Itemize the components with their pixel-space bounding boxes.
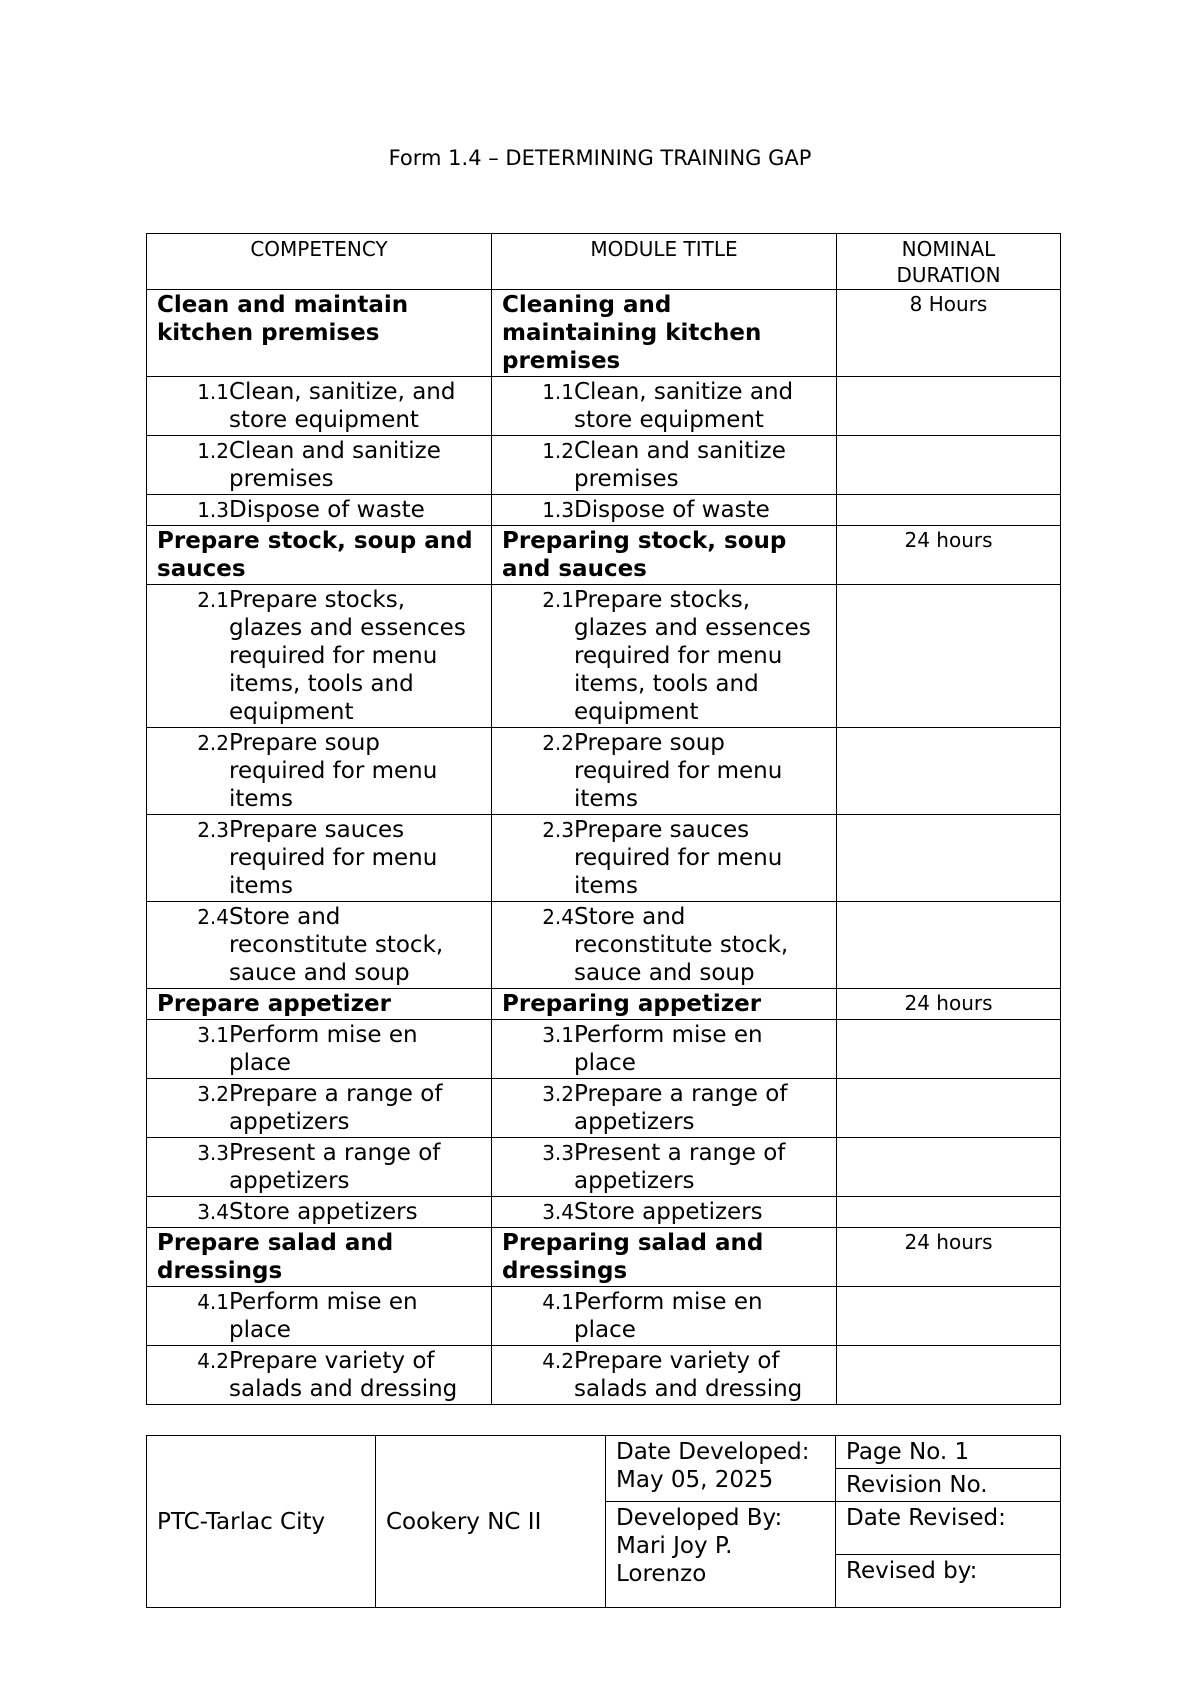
sub-item-row <box>147 1197 1061 1228</box>
sub-competency-cell <box>147 1287 492 1346</box>
sub-competency-cell <box>147 1197 492 1228</box>
footer-date-revised: Date Revised: <box>836 1502 1061 1555</box>
sub-competency-cell <box>147 728 492 815</box>
item-number: 4.2 <box>197 1349 229 1373</box>
empty-duration-cell <box>837 1197 1061 1228</box>
item-number: 3.4 <box>542 1200 574 1224</box>
item-number: 2.3 <box>542 818 574 842</box>
sub-module-cell <box>492 902 837 989</box>
sub-module-text: Clean, sanitize and store equipment <box>574 379 794 433</box>
sub-module-cell <box>492 1287 837 1346</box>
footer-developed-by: Developed By: Mari Joy P. Lorenzo <box>606 1502 836 1608</box>
sub-competency-text: Clean and sanitize premises <box>229 438 441 492</box>
nominal-duration: 8 Hours <box>837 290 1061 377</box>
item-number: 2.4 <box>542 905 574 929</box>
item-number: 2.2 <box>197 731 229 755</box>
sub-module-cell <box>492 495 837 526</box>
empty-duration-cell <box>837 585 1061 728</box>
sub-competency-cell <box>147 1138 492 1197</box>
module-title: Preparing salad and dressings <box>492 1228 837 1287</box>
empty-duration-cell <box>837 1020 1061 1079</box>
item-number: 2.2 <box>542 731 574 755</box>
table-body <box>147 290 1061 1405</box>
header-competency: COMPETENCY <box>147 234 492 290</box>
competency-row <box>147 526 1061 585</box>
footer-revision-no: Revision No. <box>836 1469 1061 1502</box>
item-number: 3.3 <box>197 1141 229 1165</box>
sub-module-text: Clean and sanitize premises <box>574 438 786 492</box>
sub-item-row <box>147 902 1061 989</box>
table-header-row <box>147 234 1061 290</box>
item-number: 1.1 <box>542 380 574 404</box>
item-number: 3.4 <box>197 1200 229 1224</box>
footer-date-developed: Date Developed: May 05, 2025 <box>606 1436 836 1502</box>
sub-competency-text: Dispose of waste <box>229 497 425 523</box>
sub-item-row <box>147 728 1061 815</box>
sub-module-text: Dispose of waste <box>574 497 770 523</box>
form-title: Form 1.4 – DETERMINING TRAINING GAP <box>388 146 812 170</box>
sub-competency-cell <box>147 377 492 436</box>
sub-module-cell <box>492 1138 837 1197</box>
competency-title: Clean and maintain kitchen premises <box>147 290 492 377</box>
sub-module-cell <box>492 728 837 815</box>
document-footer <box>146 1435 1061 1608</box>
training-gap-table <box>146 233 1061 1405</box>
footer-institution: PTC-Tarlac City <box>147 1436 376 1608</box>
empty-duration-cell <box>837 495 1061 526</box>
competency-row <box>147 1228 1061 1287</box>
sub-competency-text: Prepare a range of appetizers <box>229 1081 443 1135</box>
item-number: 4.1 <box>197 1290 229 1314</box>
nominal-duration: 24 hours <box>837 1228 1061 1287</box>
item-number: 3.1 <box>542 1023 574 1047</box>
sub-competency-cell <box>147 585 492 728</box>
sub-competency-cell <box>147 436 492 495</box>
sub-module-cell <box>492 1079 837 1138</box>
sub-item-row <box>147 1346 1061 1405</box>
sub-module-cell <box>492 1020 837 1079</box>
sub-module-cell <box>492 1197 837 1228</box>
empty-duration-cell <box>837 902 1061 989</box>
sub-module-cell <box>492 377 837 436</box>
item-number: 4.2 <box>542 1349 574 1373</box>
sub-competency-text: Prepare stocks, glazes and essences required for menu items, tools and equipment <box>229 587 466 725</box>
header-nominal-duration: NOMINAL DURATION <box>837 234 1061 290</box>
sub-item-row <box>147 1020 1061 1079</box>
item-number: 2.1 <box>197 588 229 612</box>
empty-duration-cell <box>837 377 1061 436</box>
sub-item-row <box>147 377 1061 436</box>
sub-module-text: Prepare stocks, glazes and essences required for menu items, tools and equipment <box>574 587 811 725</box>
empty-duration-cell <box>837 1138 1061 1197</box>
item-number: 2.4 <box>197 905 229 929</box>
sub-competency-cell <box>147 1079 492 1138</box>
sub-competency-text: Prepare sauces required for menu items <box>229 817 438 899</box>
footer-revised-by: Revised by: <box>836 1555 1061 1608</box>
sub-module-text: Prepare sauces required for menu items <box>574 817 783 899</box>
sub-competency-text: Store and reconstitute stock, sauce and soup <box>229 904 444 986</box>
sub-item-row <box>147 815 1061 902</box>
sub-competency-text: Store appetizers <box>229 1199 418 1225</box>
sub-competency-text: Prepare variety of salads and dressing <box>229 1348 458 1402</box>
empty-duration-cell <box>837 815 1061 902</box>
sub-module-cell <box>492 815 837 902</box>
sub-module-text: Store and reconstitute stock, sauce and soup <box>574 904 789 986</box>
sub-item-row <box>147 1079 1061 1138</box>
item-number: 1.3 <box>197 498 229 522</box>
sub-module-text: Present a range of appetizers <box>574 1140 786 1194</box>
sub-item-row <box>147 436 1061 495</box>
sub-competency-text: Prepare soup required for menu items <box>229 730 438 812</box>
item-number: 2.1 <box>542 588 574 612</box>
item-number: 1.2 <box>197 439 229 463</box>
item-number: 4.1 <box>542 1290 574 1314</box>
sub-module-text: Perform mise en place <box>574 1289 763 1343</box>
sub-module-cell <box>492 1346 837 1405</box>
sub-competency-cell <box>147 495 492 526</box>
footer-qualification: Cookery NC II <box>376 1436 606 1608</box>
empty-duration-cell <box>837 1346 1061 1405</box>
sub-module-cell <box>492 436 837 495</box>
nominal-duration: 24 hours <box>837 989 1061 1020</box>
item-number: 1.3 <box>542 498 574 522</box>
item-number: 2.3 <box>197 818 229 842</box>
sub-module-cell <box>492 585 837 728</box>
empty-duration-cell <box>837 728 1061 815</box>
sub-competency-cell <box>147 815 492 902</box>
sub-module-text: Prepare a range of appetizers <box>574 1081 788 1135</box>
item-number: 3.2 <box>197 1082 229 1106</box>
module-title: Preparing stock, soup and sauces <box>492 526 837 585</box>
sub-module-text: Prepare variety of salads and dressing <box>574 1348 803 1402</box>
sub-competency-cell <box>147 902 492 989</box>
sub-competency-cell <box>147 1020 492 1079</box>
competency-row <box>147 989 1061 1020</box>
module-title: Cleaning and maintaining kitchen premises <box>492 290 837 377</box>
empty-duration-cell <box>837 436 1061 495</box>
competency-title: Prepare appetizer <box>147 989 492 1020</box>
sub-module-text: Perform mise en place <box>574 1022 763 1076</box>
empty-duration-cell <box>837 1287 1061 1346</box>
sub-competency-text: Clean, sanitize, and store equipment <box>229 379 456 433</box>
item-number: 1.1 <box>197 380 229 404</box>
competency-title: Prepare stock, soup and sauces <box>147 526 492 585</box>
sub-competency-text: Perform mise en place <box>229 1289 418 1343</box>
item-number: 1.2 <box>542 439 574 463</box>
sub-item-row <box>147 495 1061 526</box>
sub-module-text: Prepare soup required for menu items <box>574 730 783 812</box>
item-number: 3.2 <box>542 1082 574 1106</box>
sub-module-text: Store appetizers <box>574 1199 763 1225</box>
sub-item-row <box>147 1138 1061 1197</box>
sub-item-row <box>147 1287 1061 1346</box>
sub-competency-cell <box>147 1346 492 1405</box>
module-title: Preparing appetizer <box>492 989 837 1020</box>
item-number: 3.1 <box>197 1023 229 1047</box>
sub-item-row <box>147 585 1061 728</box>
sub-competency-text: Present a range of appetizers <box>229 1140 441 1194</box>
nominal-duration: 24 hours <box>837 526 1061 585</box>
competency-title: Prepare salad and dressings <box>147 1228 492 1287</box>
empty-duration-cell <box>837 1079 1061 1138</box>
sub-competency-text: Perform mise en place <box>229 1022 418 1076</box>
footer-page-no: Page No. 1 <box>836 1436 1061 1469</box>
competency-row <box>147 290 1061 377</box>
item-number: 3.3 <box>542 1141 574 1165</box>
header-module-title: MODULE TITLE <box>492 234 837 290</box>
